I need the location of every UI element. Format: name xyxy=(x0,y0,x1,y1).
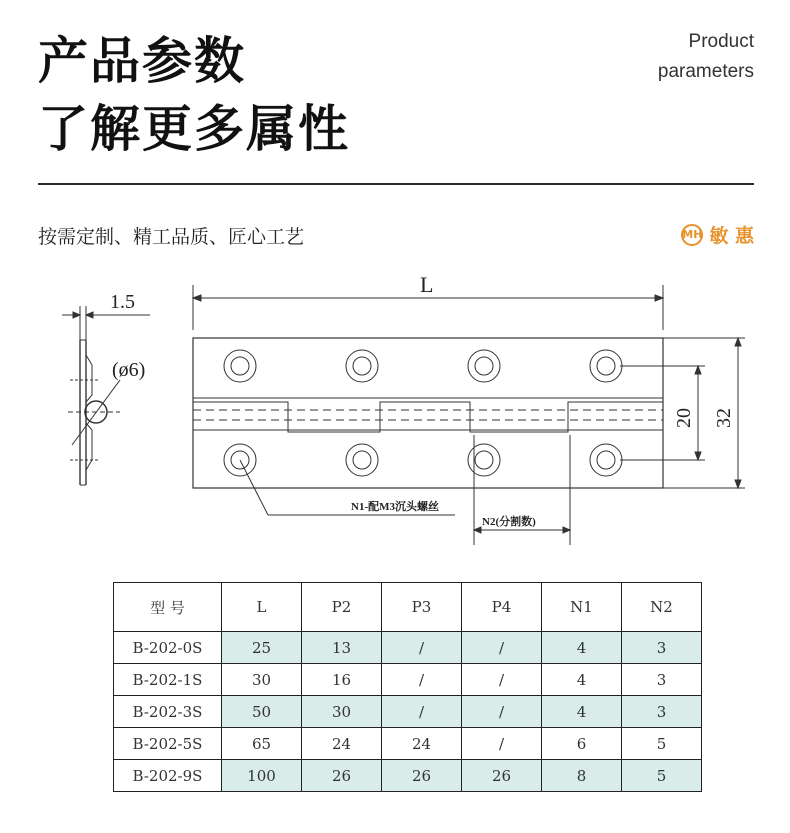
hole-diameter-label: (ø6) xyxy=(112,359,146,381)
table-cell: 6 xyxy=(542,728,622,760)
table-cell: 26 xyxy=(462,760,542,792)
table-cell: 26 xyxy=(382,760,462,792)
length-dimension-label: L xyxy=(420,272,434,297)
length-dimension xyxy=(193,272,663,330)
table-cell: / xyxy=(382,664,462,696)
table-cell: / xyxy=(462,728,542,760)
column-header-l: L xyxy=(222,583,302,632)
page-title-line-2: 了解更多属性 xyxy=(38,100,350,158)
page-title-line-1: 产品参数 xyxy=(38,32,246,90)
table-row xyxy=(114,664,702,696)
n2-dimension xyxy=(474,435,570,545)
table-cell: 8 xyxy=(542,760,622,792)
spec-table xyxy=(113,582,702,792)
table-cell: / xyxy=(382,696,462,728)
countersunk-hole-bottom-3 xyxy=(468,444,500,476)
table-cell: 24 xyxy=(302,728,382,760)
table-cell: 26 xyxy=(302,760,382,792)
english-subtitle-line-2: parameters xyxy=(657,61,754,82)
thickness-dimension-label: 1.5 xyxy=(110,291,135,313)
table-cell: B-202-0S xyxy=(114,632,222,664)
hinge-technical-drawing xyxy=(0,270,790,560)
brand-logo xyxy=(681,221,754,248)
column-header-p2: P2 xyxy=(302,583,382,632)
countersunk-hole-top-1 xyxy=(224,350,256,382)
table-cell: / xyxy=(462,696,542,728)
countersunk-hole-top-2 xyxy=(346,350,378,382)
table-cell: 4 xyxy=(542,632,622,664)
table-row xyxy=(114,632,702,664)
column-header-n2: N2 xyxy=(622,583,702,632)
table-cell: 4 xyxy=(542,664,622,696)
total-height-dimension-label: 32 xyxy=(713,408,735,428)
table-cell: 65 xyxy=(222,728,302,760)
hinge-front-view xyxy=(193,338,663,488)
countersunk-hole-top-4 xyxy=(590,350,622,382)
column-header-p3: P3 xyxy=(382,583,462,632)
countersunk-hole-bottom-4 xyxy=(590,444,622,476)
brand-name: 敏 惠 xyxy=(709,225,754,247)
table-cell: 25 xyxy=(222,632,302,664)
table-cell: 30 xyxy=(302,696,382,728)
table-cell: 16 xyxy=(302,664,382,696)
table-cell: 100 xyxy=(222,760,302,792)
table-cell: 5 xyxy=(622,728,702,760)
english-subtitle-line-1: Product xyxy=(688,31,754,52)
countersunk-hole-bottom-2 xyxy=(346,444,378,476)
table-cell: 13 xyxy=(302,632,382,664)
brand-mark-icon: MH xyxy=(681,224,703,246)
column-header-model: 型 号 xyxy=(114,583,222,632)
table-header-row xyxy=(114,583,702,632)
table-row xyxy=(114,760,702,792)
table-cell: / xyxy=(462,664,542,696)
table-row xyxy=(114,728,702,760)
table-cell: / xyxy=(382,632,462,664)
hinge-side-view xyxy=(62,291,150,485)
table-row xyxy=(114,696,702,728)
inner-height-dimension-label: 20 xyxy=(673,408,695,428)
table-cell: B-202-3S xyxy=(114,696,222,728)
tagline: 按需定制、精工品质、匠心工艺 xyxy=(38,226,305,248)
table-cell: 3 xyxy=(622,632,702,664)
column-header-p4: P4 xyxy=(462,583,542,632)
table-cell: B-202-5S xyxy=(114,728,222,760)
column-header-n1: N1 xyxy=(542,583,622,632)
table-cell: / xyxy=(462,632,542,664)
table-cell: B-202-9S xyxy=(114,760,222,792)
table-cell: 5 xyxy=(622,760,702,792)
table-cell: 30 xyxy=(222,664,302,696)
table-cell: 3 xyxy=(622,696,702,728)
table-cell: 50 xyxy=(222,696,302,728)
height-dimensions xyxy=(620,338,745,488)
countersunk-hole-top-3 xyxy=(468,350,500,382)
table-cell: 3 xyxy=(622,664,702,696)
table-cell: B-202-1S xyxy=(114,664,222,696)
header-divider xyxy=(38,183,754,185)
table-cell: 24 xyxy=(382,728,462,760)
n1-callout-label: N1-配M3沉头螺丝 xyxy=(351,501,439,513)
n2-dimension-label: N2(分割数) xyxy=(482,516,536,528)
table-cell: 4 xyxy=(542,696,622,728)
